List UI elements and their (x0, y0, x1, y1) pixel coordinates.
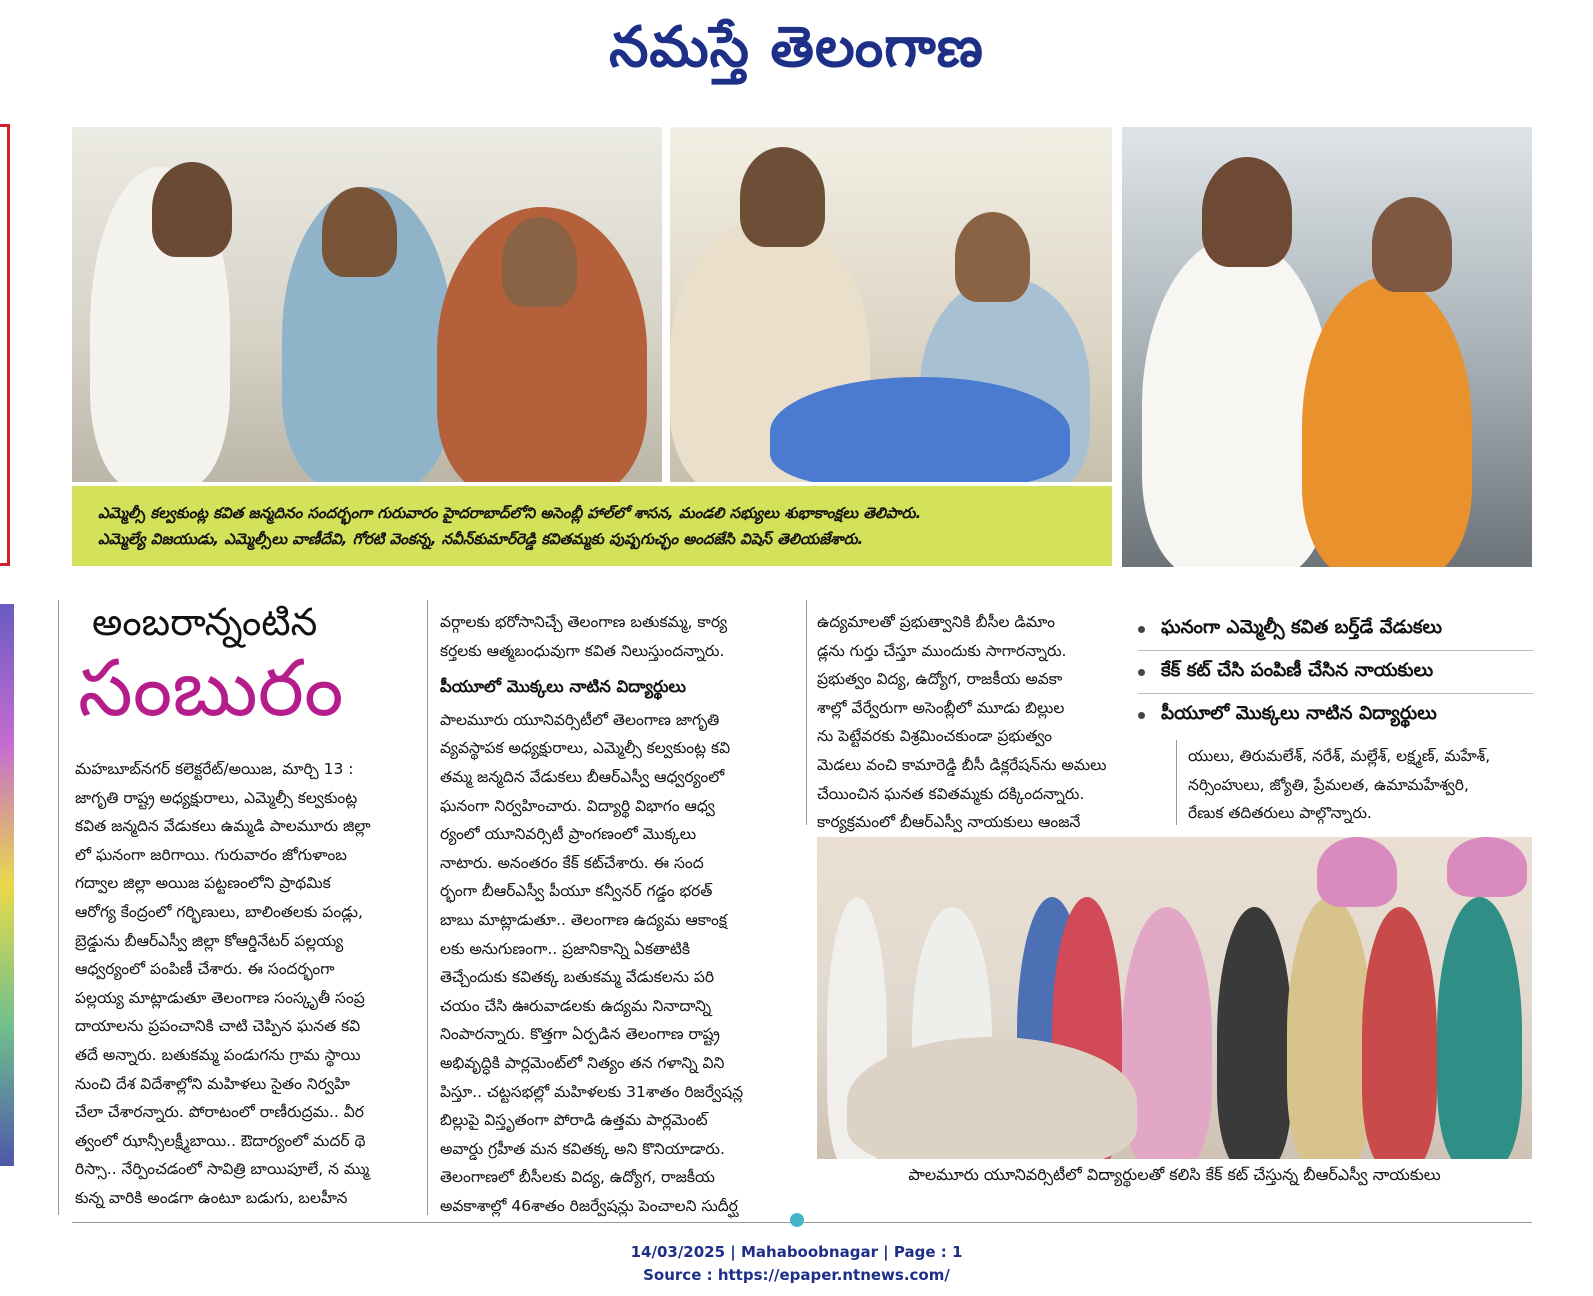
text-line: వ్యవస్థాపక అధ్యక్షురాలు, ఎమ్మెల్సీ కల్వకుంట్ల కవి (440, 739, 731, 758)
text-line: ను పెట్టేవరకు విశ్రమించకుండా ప్రభుత్వం (817, 727, 1052, 746)
text-line: చేయించిన ఘనత కవితమ్మకు దక్కిందన్నారు. (817, 784, 1085, 803)
photo-shawl (1122, 127, 1532, 567)
photo-cake-cutting (817, 837, 1532, 1159)
subheading: పీయూలో మొక్కలు నాటిన విద్యార్థులు (440, 677, 686, 697)
column-rule (58, 600, 59, 1215)
headline-line-2: సంబురం (78, 644, 344, 734)
article-column-2 (440, 608, 805, 1220)
bullet-dot-icon (1138, 626, 1145, 633)
text-line: నింపారన్నారు. కొత్తగా ఏర్పడిన తెలంగాణ రాష్ట్ర (440, 1025, 720, 1044)
column-rule (427, 600, 428, 1215)
footer-date-edition: 14/03/2025 | Mahaboobnagar | Page : 1 (630, 1243, 963, 1261)
text-line: రేణుక తదితరులు పాల్గొన్నారు. (1188, 804, 1372, 823)
text-line: కర్తలకు ఆత్మబంధువుగా కవిత నిలుస్తుందన్నారు. (440, 641, 725, 660)
text-line: త్వంలో ఝాన్సీలక్ష్మీబాయి.. ఔదార్యంలో మదర్ థె (75, 1131, 366, 1150)
top-caption-line-1: ఎమ్మెల్సీ కల్వకుంట్ల కవిత జన్మదినం సందర్భంగా గురువారం హైదరాబాద్‌లోని అసెంబ్లీ హాల్‌లో శాసన, మండలి సభ్యులు శుభాకాంక్షలు తెలిపారు. (98, 504, 922, 522)
text-line: నాటారు. అనంతరం కేక్ కట్‌చేశారు. ఈ సంద (440, 853, 704, 872)
bullet-text: పీయూలో మొక్కలు నాటిన విద్యార్థులు (1161, 702, 1437, 724)
text-line: ఉద్యమాలతో ప్రభుత్వానికి బీసీల డిమాం (817, 613, 1055, 631)
text-line: చేలా చేశారన్నారు. పోరాటంలో రాణీరుద్రమ.. వీర (75, 1103, 364, 1122)
bullet-dot-icon (1138, 712, 1145, 719)
text-line: కున్న వారికి అండగా ఉంటూ బడుగు, బలహీన (75, 1188, 348, 1207)
bullet-item (1138, 608, 1533, 651)
text-line: పాలమూరు యూనివర్సిటీలో తెలంగాణ జాగృతి (440, 710, 720, 729)
text-line: ప్రభుత్వం విద్య, ఉద్యోగ, రాజకీయ అవకా (817, 670, 1063, 689)
text-line: ఆరోగ్య కేంద్రంలో గర్భిణులు, బాలింతలకు పండ్లు, (75, 902, 363, 921)
text-line: వర్గాలకు భరోసానిచ్చే తెలంగాణ బతుకమ్మ, కార్య (440, 613, 728, 631)
text-line: పిస్తూ.. చట్టసభల్లో మహిళలకు 31శాతం రిజర్వేషన్ల (440, 1082, 744, 1101)
photo-caption: పాలమూరు యూనివర్సిటీలో విద్యార్థులతో కలిసి కేక్ కట్ చేస్తున్న బీఆర్‌ఎస్వీ నాయకులు (908, 1165, 1441, 1184)
text-line: మహబూబ్‌నగర్ కలెక్టరేట్/అయిజ, మార్చి 13 : (75, 760, 354, 778)
masthead: నమస్తే తెలంగాణ (609, 14, 984, 80)
text-line: తమ్మ జన్మదిన వేడుకలు బీఆర్‌ఎస్వీ ఆధ్వర్యంలో (440, 767, 725, 786)
text-line: రిస్సా.. నేర్పించడంలో సావిత్రి బాయిపూలే, న మ్ము (75, 1160, 370, 1179)
text-line: లో ఘనంగా జరిగాయి. గురువారం జోగుళాంబ (75, 845, 347, 864)
column-rule (806, 600, 807, 825)
article-column-3 (817, 608, 1147, 837)
text-line: డ్లను గుర్తు చేస్తూ ముందుకు సాగారన్నారు. (817, 641, 1067, 660)
text-line: యులు, తిరుమలేశ్, నరేశ్, మల్లేశ్, లక్ష్మణ్, మహేశ్, (1188, 747, 1491, 765)
text-line: కవిత జన్మదిన వేడుకలు ఉమ్మడి పాలమూరు జిల్లా (75, 817, 371, 836)
bullet-text: కేక్ కట్ చేసి పంపిణీ చేసిన నాయకులు (1161, 659, 1434, 681)
column-rule (1176, 740, 1177, 825)
photo-mlc-group (72, 127, 662, 482)
text-line: నుంచి దేశ విదేశాల్లోని మహిళలు సైతం నిర్వహి (75, 1074, 351, 1093)
article-column-1 (75, 755, 415, 1213)
text-line: తెలంగాణలో బీసీలకు విద్య, ఉద్యోగ, రాజకీయ (440, 1168, 715, 1187)
bullet-item (1138, 694, 1533, 736)
text-line: శాల్లో వేర్వేరుగా అసెంబ్లీలో మూడు బిల్లుల (817, 698, 1065, 717)
text-line: దాయాలను ప్రపంచానికి చాటి చెప్పిన ఘనత కవి (75, 1017, 361, 1036)
bullet-dot-icon (1138, 669, 1145, 676)
text-line: అవకాశాల్లో 46శాతం రిజర్వేషన్లు పెంచాలని సుదీర్ఘ (440, 1196, 738, 1215)
footer-source: Source : https://epaper.ntnews.com/ (643, 1266, 950, 1284)
text-line: ఘనంగా నిర్వహించారు. విద్యార్థి విభాగం ఆధ్వ (440, 796, 715, 815)
text-line: తెచ్చేందుకు కవితక్క బతుకమ్మ వేడుకలను పరి (440, 968, 715, 987)
page-edge-bar (0, 124, 10, 566)
text-line: లకు అనుగుణంగా.. ప్రజానికాన్ని ఏకతాటికి (440, 939, 690, 958)
text-line: గద్వాల జిల్లా అయిజ పట్టణంలోని ప్రాథమిక (75, 874, 331, 893)
text-line: అభివృద్ధికి పార్లమెంట్‌లో నిత్యం తన గళాన్ని విని (440, 1053, 725, 1072)
text-line: ఆధ్వర్యంలో పంపిణీ చేశారు. ఈ సందర్భంగా (75, 960, 335, 979)
highlight-bullets (1138, 608, 1533, 736)
top-caption-line-2: ఎమ్మెల్యే విజయుడు, ఎమ్మెల్సీలు వాణీదేవి, గోరటి వెంకన్న, నవీన్‌కుమార్‌రెడ్డి కవితమ్మకు పుష్పగుచ్ఛం అందజేసి విషెస్ తెలియజేశారు. (98, 530, 864, 548)
bullet-item (1138, 651, 1533, 694)
text-line: బ్రెడ్డును బీఆర్‌ఎస్వీ జిల్లా కోఆర్డినేటర్ పల్లయ్య (75, 931, 344, 950)
text-line: బిల్లుపై విస్తృతంగా పోరాడి ఉత్తమ పార్లమెంట్ (440, 1111, 708, 1130)
end-mark-icon (790, 1213, 804, 1227)
text-line: పల్లయ్య మాట్లాడుతూ తెలంగాణ సంస్కృతీ సంప్ర (75, 988, 365, 1007)
text-line: ర్యంలో యూనివర్సిటీ ప్రాంగణంలో మొక్కలు (440, 825, 697, 844)
bullet-text: ఘనంగా ఎమ్మెల్సీ కవిత బర్త్‌డే వేడుకలు (1161, 616, 1443, 638)
adjacent-page-strip (0, 604, 14, 1166)
text-line: అవార్డు గ్రహీత మన కవితక్క అని కొనియాడారు. (440, 1139, 725, 1158)
article-column-4 (1188, 742, 1528, 828)
text-line: తదే అన్నారు. బతుకమ్మ పండుగను గ్రామ స్థాయి (75, 1045, 361, 1064)
text-line: జాగృతి రాష్ట్ర అధ్యక్షురాలు, ఎమ్మెల్సీ కల్వకుంట్ల (75, 788, 358, 807)
text-line: ర్భంగా బీఆర్‌ఎస్వీ పీయూ కన్వీనర్ గడ్డం భరత్ (440, 882, 713, 901)
photo-bouquet (670, 127, 1112, 482)
text-line: బాబు మాట్లాడుతూ.. తెలంగాణ ఉద్యమ ఆకాంక్ష (440, 910, 728, 929)
headline-line-1: అంబరాన్నంటిన (92, 600, 318, 644)
text-line: మెడలు వంచి కామారెడ్డి బీసీ డిక్లరేషన్‌ను అమలు (817, 755, 1107, 774)
text-line: కార్యక్రమంలో బీఆర్‌ఎస్వీ నాయకులు ఆంజనే (817, 813, 1081, 832)
text-line: చయం చేసి ఊరువాడలకు ఉద్యమ నినాదాన్ని (440, 996, 712, 1015)
top-photo-caption (72, 486, 1112, 566)
text-line: నర్సింహులు, జ్యోతి, ప్రేమలత, ఉమామహేశ్వరి, (1188, 775, 1469, 794)
